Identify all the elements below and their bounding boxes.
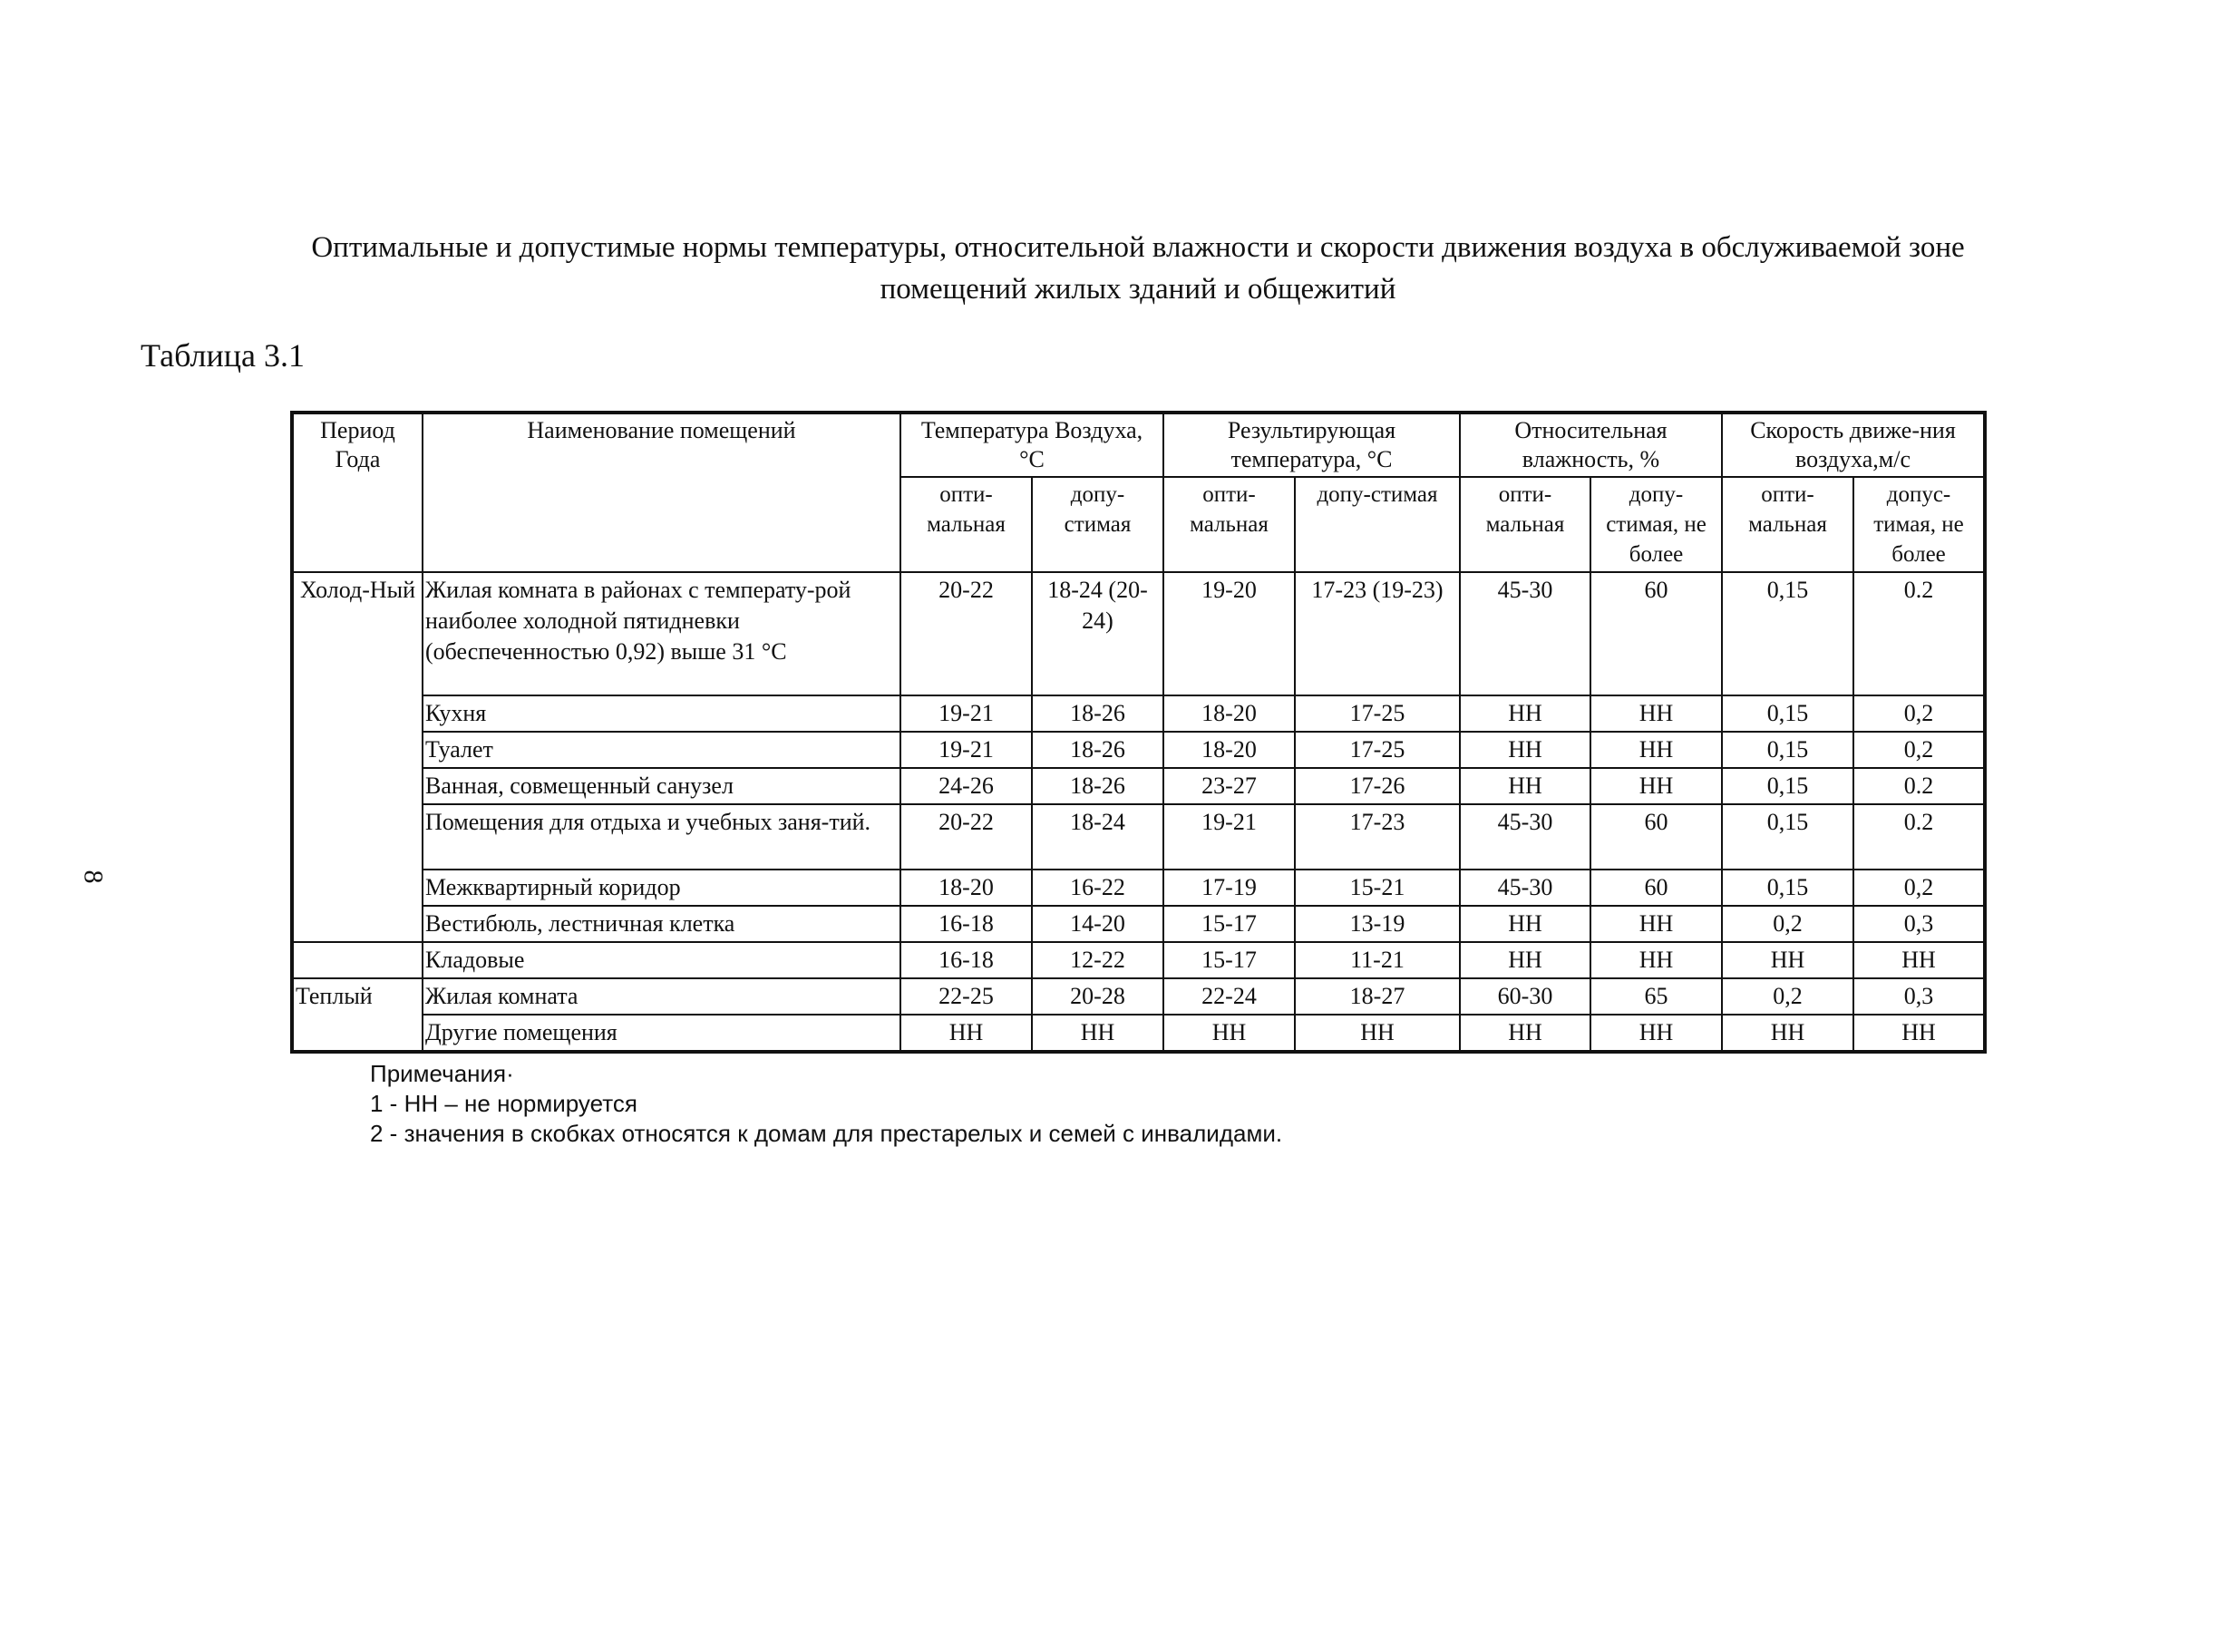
note-item: 1 - НН – не нормируется (370, 1090, 637, 1117)
result-optimal: 17-19 (1163, 870, 1295, 906)
result-allowable: НН (1295, 1015, 1460, 1052)
speed-optimal: 0,15 (1722, 572, 1853, 695)
speed-allowable: 0,2 (1853, 870, 1985, 906)
humidity-allowable: 60 (1590, 870, 1722, 906)
result-optimal: 18-20 (1163, 732, 1295, 768)
humidity-optimal: 45-30 (1460, 804, 1590, 870)
table-row (292, 942, 1985, 978)
table-row (292, 695, 1985, 732)
humidity-optimal: НН (1460, 695, 1590, 732)
page-number: 8 (78, 870, 109, 884)
table-row (292, 978, 1985, 1015)
subheader-result-allowable: допу-стимая (1295, 477, 1460, 572)
result-allowable: 17-25 (1295, 732, 1460, 768)
period-cell-empty (292, 942, 423, 978)
speed-allowable: НН (1853, 942, 1985, 978)
result-optimal: 15-17 (1163, 906, 1295, 942)
subheader-speed-optimal: опти-мальная (1722, 477, 1853, 572)
room-name: Помещения для отдыха и учебных заня-тий. (423, 804, 900, 870)
room-name: Кладовые (423, 942, 900, 978)
document-title-line-2: помещений жилых зданий и общежитий (880, 273, 1396, 306)
humidity-optimal: НН (1460, 1015, 1590, 1052)
period-cell-empty (292, 768, 423, 804)
temp-allowable: 14-20 (1032, 906, 1163, 942)
humidity-optimal: НН (1460, 942, 1590, 978)
room-name: Жилая комната (423, 978, 900, 1015)
temp-allowable: 12-22 (1032, 942, 1163, 978)
humidity-allowable: НН (1590, 695, 1722, 732)
temp-optimal: 18-20 (900, 870, 1032, 906)
temp-allowable: НН (1032, 1015, 1163, 1052)
speed-optimal: 0,2 (1722, 978, 1853, 1015)
subheader-temp-optimal: опти-мальная (900, 477, 1032, 572)
period-cell-empty (292, 804, 423, 870)
temp-optimal: 24-26 (900, 768, 1032, 804)
temp-allowable: 16-22 (1032, 870, 1163, 906)
humidity-optimal: 60-30 (1460, 978, 1590, 1015)
room-name: Межквартирный коридор (423, 870, 900, 906)
subheader-humidity-allowable: допу-стимая, не более (1590, 477, 1722, 572)
result-optimal: 18-20 (1163, 695, 1295, 732)
speed-allowable: 0,3 (1853, 906, 1985, 942)
humidity-allowable: НН (1590, 942, 1722, 978)
result-allowable: 17-26 (1295, 768, 1460, 804)
temp-optimal: 22-25 (900, 978, 1032, 1015)
temp-optimal: 20-22 (900, 804, 1032, 870)
header-air-speed: Скорость движе-ния воздуха,м/с (1722, 413, 1985, 477)
temp-optimal: 16-18 (900, 942, 1032, 978)
room-name: Туалет (423, 732, 900, 768)
humidity-optimal: НН (1460, 768, 1590, 804)
speed-allowable: 0.2 (1853, 572, 1985, 695)
temp-allowable: 18-26 (1032, 732, 1163, 768)
temp-allowable: 18-26 (1032, 768, 1163, 804)
document-title (209, 227, 2067, 310)
temp-optimal: НН (900, 1015, 1032, 1052)
result-allowable: 17-23 (1295, 804, 1460, 870)
notes-block (370, 1059, 1282, 1149)
room-name: Жилая комната в районах с температу-рой наиболее холодной пятидневки (обеспеченностью 0,92) выше 31 °С (423, 572, 900, 695)
humidity-optimal: НН (1460, 732, 1590, 768)
humidity-allowable: 65 (1590, 978, 1722, 1015)
result-optimal: 19-21 (1163, 804, 1295, 870)
result-allowable: 11-21 (1295, 942, 1460, 978)
speed-optimal: 0,15 (1722, 804, 1853, 870)
period-cell-empty (292, 870, 423, 906)
speed-allowable: 0,2 (1853, 732, 1985, 768)
temp-allowable: 18-26 (1032, 695, 1163, 732)
period-cell-empty (292, 906, 423, 942)
table-row (292, 768, 1985, 804)
speed-optimal: 0,15 (1722, 732, 1853, 768)
speed-allowable: 0.2 (1853, 768, 1985, 804)
humidity-allowable: НН (1590, 732, 1722, 768)
humidity-optimal: НН (1460, 906, 1590, 942)
period-cell-empty (292, 732, 423, 768)
table-row (292, 732, 1985, 768)
result-allowable: 13-19 (1295, 906, 1460, 942)
result-allowable: 18-27 (1295, 978, 1460, 1015)
temp-optimal: 19-21 (900, 695, 1032, 732)
header-room-name: Наименование помещений (423, 413, 900, 572)
result-allowable: 15-21 (1295, 870, 1460, 906)
humidity-optimal: 45-30 (1460, 572, 1590, 695)
humidity-allowable: 60 (1590, 572, 1722, 695)
subheader-humidity-optimal: опти-мальная (1460, 477, 1590, 572)
temp-optimal: 19-21 (900, 732, 1032, 768)
table-row (292, 804, 1985, 870)
speed-allowable: НН (1853, 1015, 1985, 1052)
subheader-speed-allowable: допус-тимая, не более (1853, 477, 1985, 572)
table-label: Таблица 3.1 (141, 337, 305, 374)
speed-optimal: НН (1722, 1015, 1853, 1052)
header-relative-humidity: Относительная влажность, % (1460, 413, 1722, 477)
room-name: Кухня (423, 695, 900, 732)
humidity-allowable: НН (1590, 768, 1722, 804)
speed-optimal: НН (1722, 942, 1853, 978)
subheader-temp-allowable: допу-стимая (1032, 477, 1163, 572)
table-row (292, 906, 1985, 942)
result-optimal: 23-27 (1163, 768, 1295, 804)
header-period: Период Года (292, 413, 423, 572)
result-allowable: 17-25 (1295, 695, 1460, 732)
humidity-allowable: НН (1590, 906, 1722, 942)
temp-optimal: 16-18 (900, 906, 1032, 942)
result-optimal: 15-17 (1163, 942, 1295, 978)
norms-table (290, 411, 1987, 1054)
room-name: Вестибюль, лестничная клетка (423, 906, 900, 942)
header-row (292, 413, 1985, 477)
period-cell-cold: Холод-Ный (292, 572, 423, 695)
humidity-optimal: 45-30 (1460, 870, 1590, 906)
speed-allowable: 0,3 (1853, 978, 1985, 1015)
period-cell-empty (292, 1015, 423, 1052)
period-cell-empty (292, 695, 423, 732)
speed-optimal: 0,15 (1722, 768, 1853, 804)
temp-optimal: 20-22 (900, 572, 1032, 695)
temp-allowable: 20-28 (1032, 978, 1163, 1015)
speed-allowable: 0.2 (1853, 804, 1985, 870)
result-allowable: 17-23 (19-23) (1295, 572, 1460, 695)
header-air-temperature: Температура Воздуха, °С (900, 413, 1163, 477)
notes-heading: Примечания· (370, 1060, 514, 1087)
document-title-line-1: Оптимальные и допустимые нормы температуры, относительной влажности и скорости движения воздуха в обслуживаемой зоне (311, 231, 1965, 264)
table-row (292, 1015, 1985, 1052)
temp-allowable: 18-24 (20-24) (1032, 572, 1163, 695)
humidity-allowable: НН (1590, 1015, 1722, 1052)
subheader-result-optimal: опти-мальная (1163, 477, 1295, 572)
result-optimal: 22-24 (1163, 978, 1295, 1015)
speed-optimal: 0,2 (1722, 906, 1853, 942)
table-row (292, 870, 1985, 906)
speed-optimal: 0,15 (1722, 695, 1853, 732)
period-cell-warm: Теплый (292, 978, 423, 1015)
speed-optimal: 0,15 (1722, 870, 1853, 906)
note-item: 2 - значения в скобках относятся к домам для престарелых и семей с инвалидами. (370, 1120, 1283, 1147)
table-row (292, 572, 1985, 695)
result-optimal: 19-20 (1163, 572, 1295, 695)
humidity-allowable: 60 (1590, 804, 1722, 870)
room-name: Ванная, совмещенный санузел (423, 768, 900, 804)
room-name: Другие помещения (423, 1015, 900, 1052)
speed-allowable: 0,2 (1853, 695, 1985, 732)
result-optimal: НН (1163, 1015, 1295, 1052)
temp-allowable: 18-24 (1032, 804, 1163, 870)
header-resulting-temperature: Результирующая температура, °С (1163, 413, 1460, 477)
